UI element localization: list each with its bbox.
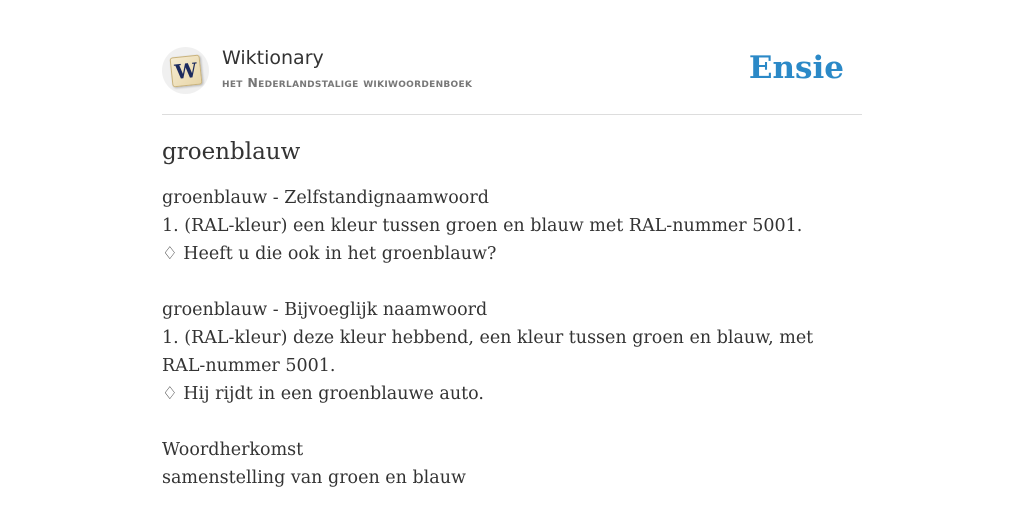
entry-body: [162, 184, 852, 492]
etymology-heading: Woordherkomst: [162, 440, 304, 460]
wiktionary-logo-icon: W: [170, 55, 203, 88]
entry-spacer: [162, 268, 852, 296]
ensie-brand-logo[interactable]: Ensie: [748, 50, 844, 86]
entry-heading: groenblauw - Zelfstandignaamwoord: [162, 188, 489, 208]
wiktionary-logo[interactable]: [162, 47, 209, 94]
etymology-text: samenstelling van groen en blauw: [162, 468, 466, 488]
entry-definition: 1. (RAL-kleur) deze kleur hebbend, een kleur tussen groen en blauw, met RAL-nummer 5001.: [162, 328, 814, 376]
entry-heading: groenblauw - Bijvoeglijk naamwoord: [162, 300, 488, 320]
site-title[interactable]: Wiktionary: [222, 47, 324, 69]
main-content: [162, 135, 852, 492]
entry-definition: 1. (RAL-kleur) een kleur tussen groen en blauw met RAL-nummer 5001.: [162, 216, 803, 236]
site-subtitle: het Nederlandstalige wikiwoordenboek: [222, 75, 473, 90]
entry-example: ♢ Heeft u die ook in het groenblauw?: [162, 244, 497, 264]
entry-example: ♢ Hij rijdt in een groenblauwe auto.: [162, 384, 484, 404]
page-title: groenblauw: [162, 139, 301, 165]
site-header: [162, 44, 862, 115]
entry-spacer: [162, 408, 852, 436]
